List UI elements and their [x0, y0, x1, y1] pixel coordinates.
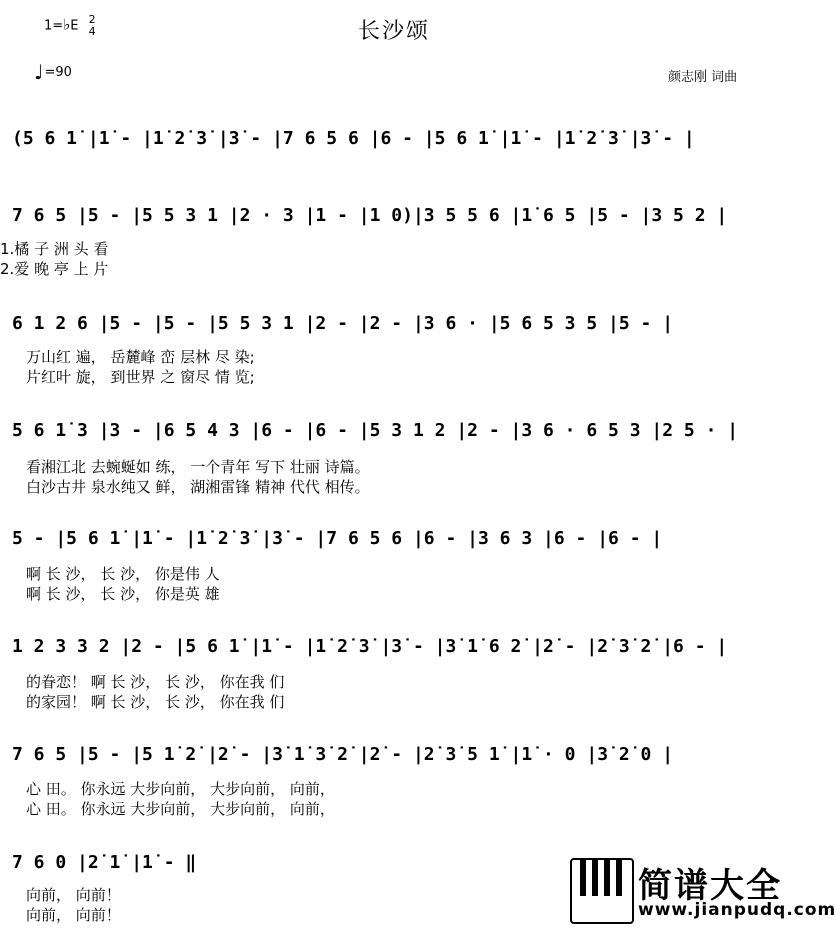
lyric-row-3-verse-1: 万山红 遍， 岳麓峰 峦 层林 尽 染;	[26, 348, 255, 366]
score-row-4: 5 6 1̇ 3 |3 - |6 5 4 3 |6 - |6 - |5 3 1 2 |2 - |3 6 · 6 5 3 |2 5 · |	[12, 420, 739, 441]
time-bottom: 4	[88, 25, 96, 38]
lyric-row-8-verse-1: 向前， 向前！	[26, 886, 121, 904]
lyric-row-3-verse-2: 片红叶 旋， 到世界 之 窗尽 情 览;	[26, 368, 255, 386]
score-row-6: 1 2 3 3 2 |2 - |5 6 1̇ |1̇ - |1̇ 2̇ 3̇ |3̇ - |3̇ 1̇ 6 2̇ |2̇ - |2̇ 3̇ 2̇ |6 - |	[12, 636, 728, 657]
lyric-row-5-verse-1: 啊 长 沙， 长 沙， 你是伟 人	[26, 565, 220, 583]
piano-keys-icon	[570, 858, 634, 924]
quarter-note-icon: ♩	[34, 60, 44, 84]
lyric-row-8-verse-2: 向前， 向前！	[26, 906, 121, 924]
score-row-5: 5 - |5 6 1̇ |1̇ - |1̇ 2̇ 3̇ |3̇ - |7 6 5 6 |6 - |3 6 3 |6 - |6 - |	[12, 528, 663, 549]
score-row-2: 7 6 5 |5 - |5 5 3 1 |2 · 3 |1 - |1 0)|3 5 5 6 |1̇ 6 5 |5 - |3 5 2 |	[12, 205, 728, 226]
lyric-row-2-verse-1: 1.橘 子 洲 头 看	[0, 240, 109, 258]
key-letter: E	[70, 18, 79, 34]
time-top: 2	[88, 13, 96, 26]
score-row-3: 6 1 2 6 |5 - |5 - |5 5 3 1 |2 - |2 - |3 6 · |5 6 5 3 5 |5 - |	[12, 313, 674, 334]
lyric-row-5-verse-2: 啊 长 沙， 长 沙， 你是英 雄	[26, 585, 220, 603]
lyric-row-4-verse-2: 白沙古井 泉水纯又 鲜， 湖湘雷锋 精神 代代 相传。	[26, 478, 370, 496]
watermark-url: www.jianpudq.com	[638, 900, 836, 920]
lyric-row-7-verse-2: 心 田。 你永远 大步向前， 大步向前， 向前，	[26, 800, 335, 818]
lyric-row-2-verse-2: 2.爱 晚 亭 上 片	[0, 260, 109, 278]
score-row-8: 7 6 0 |2̇ 1̇ |1̇ - ‖	[12, 852, 197, 873]
lyric-row-7-verse-1: 心 田。 你永远 大步向前， 大步向前， 向前，	[26, 780, 335, 798]
tempo-marking	[34, 62, 72, 82]
watermark-logo	[570, 858, 836, 926]
score-row-1: (5 6 1̇ |1̇ - |1̇ 2̇ 3̇ |3̇ - |7 6 5 6 |6 - |5 6 1̇ |1̇ - |1̇ 2̇ 3̇ |3̇ - |	[12, 128, 695, 149]
key-prefix: 1=	[44, 18, 64, 34]
tempo-value: =90	[44, 64, 72, 80]
flat-sign: ♭	[63, 15, 71, 34]
composer-credit: 颜志刚 词曲	[668, 70, 738, 85]
watermark-brand: 简谱大全	[638, 866, 782, 906]
score-row-7: 7 6 5 |5 - |5 1̇ 2̇ |2̇ - |3̇ 1̇ 3̇ 2̇ |2̇ - |2̇ 3̇ 5 1̇ |1̇ · 0 |3̇ 2̇ 0 |	[12, 744, 674, 765]
time-signature	[89, 14, 96, 38]
lyric-row-6-verse-2: 的家园！ 啊 长 沙， 长 沙， 你在我 们	[26, 693, 285, 711]
key-signature	[44, 14, 96, 38]
lyric-row-4-verse-1: 看湘江北 去蜿蜒如 练， 一个青年 写下 壮丽 诗篇。	[26, 458, 370, 476]
song-title: 长沙颂	[358, 19, 431, 44]
lyric-row-6-verse-1: 的眷恋！ 啊 长 沙， 长 沙， 你在我 们	[26, 673, 285, 691]
